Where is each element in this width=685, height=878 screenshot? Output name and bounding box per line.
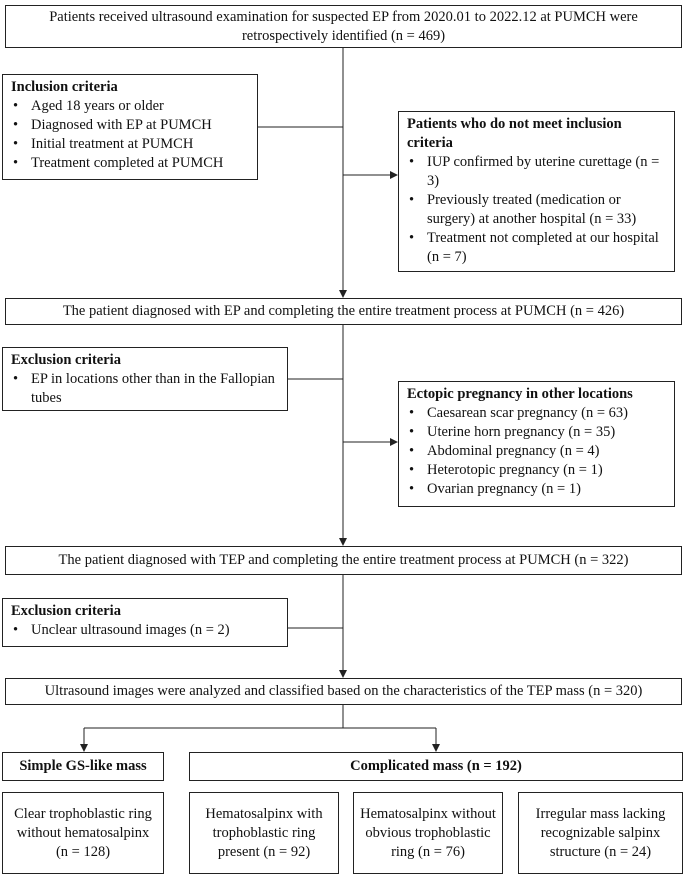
not-meet-item: • Treatment not completed at our hospital (n = 7) bbox=[407, 229, 666, 267]
subgroup-box bbox=[189, 792, 339, 874]
not-meet-title: Patients who do not meet inclusion criteria bbox=[407, 116, 622, 151]
subgroup-text: Hematosalpinx with trophoblastic ring present (n = 92) bbox=[205, 805, 323, 860]
step2-text: The patient diagnosed with EP and completing the entire treatment process at PUMCH (n = 426) bbox=[62, 303, 625, 319]
top-box bbox=[5, 5, 682, 48]
complicated-mass-box bbox=[189, 752, 683, 781]
subgroup-text: Irregular mass lacking recognizable salpinx structure (n = 24) bbox=[535, 805, 666, 860]
exclusion1-title: Exclusion criteria bbox=[11, 352, 121, 368]
not-meet-inclusion-box bbox=[398, 111, 675, 272]
subgroup-box bbox=[2, 792, 164, 874]
step3-box bbox=[5, 546, 682, 575]
subgroup-box bbox=[518, 792, 683, 874]
inclusion-item: • Aged 18 years or older bbox=[11, 97, 249, 116]
inclusion-item: • Diagnosed with EP at PUMCH bbox=[11, 116, 249, 135]
subgroup-box bbox=[353, 792, 503, 874]
step2-box bbox=[5, 298, 682, 325]
step3-text: The patient diagnosed with TEP and completing the entire treatment process at PUMCH (n = 322) bbox=[58, 552, 629, 568]
other-location-item: • Heterotopic pregnancy (n = 1) bbox=[407, 461, 666, 480]
inclusion-criteria-box bbox=[2, 74, 258, 180]
exclusion2-item: • Unclear ultrasound images (n = 2) bbox=[11, 621, 279, 640]
step4-box bbox=[5, 678, 682, 705]
inclusion-title: Inclusion criteria bbox=[11, 79, 118, 95]
simple-mass-label: Simple GS-like mass bbox=[19, 758, 147, 774]
exclusion-criteria-box-1 bbox=[2, 347, 288, 411]
other-locations-title: Ectopic pregnancy in other locations bbox=[407, 386, 633, 402]
simple-mass-box bbox=[2, 752, 164, 781]
exclusion-criteria-box-2 bbox=[2, 598, 288, 647]
other-locations-box bbox=[398, 381, 675, 507]
step4-text: Ultrasound images were analyzed and classified based on the characteristics of the TEP mass (n = 320) bbox=[44, 683, 643, 699]
not-meet-item: • Previously treated (medication or surgery) at another hospital (n = 33) bbox=[407, 191, 666, 229]
other-location-item: • Uterine horn pregnancy (n = 35) bbox=[407, 423, 666, 442]
other-location-item: • Abdominal pregnancy (n = 4) bbox=[407, 442, 666, 461]
inclusion-item: • Treatment completed at PUMCH bbox=[11, 154, 249, 173]
subgroup-text: Hematosalpinx without obvious trophoblastic ring (n = 76) bbox=[360, 805, 496, 860]
other-location-item: • Ovarian pregnancy (n = 1) bbox=[407, 480, 666, 499]
other-location-item: • Caesarean scar pregnancy (n = 63) bbox=[407, 404, 666, 423]
not-meet-item: • IUP confirmed by uterine curettage (n = 3) bbox=[407, 153, 666, 191]
top-box-text: Patients received ultrasound examination for suspected EP from 2020.01 to 2022.12 at PUMCH were retrospectively identified (n = 469) bbox=[49, 8, 638, 44]
inclusion-item: • Initial treatment at PUMCH bbox=[11, 135, 249, 154]
complicated-mass-label: Complicated mass (n = 192) bbox=[350, 758, 522, 774]
subgroup-text: Clear trophoblastic ring without hematosalpinx (n = 128) bbox=[14, 805, 152, 860]
exclusion1-item: • EP in locations other than in the Fallopian tubes bbox=[11, 370, 279, 408]
exclusion2-title: Exclusion criteria bbox=[11, 603, 121, 619]
